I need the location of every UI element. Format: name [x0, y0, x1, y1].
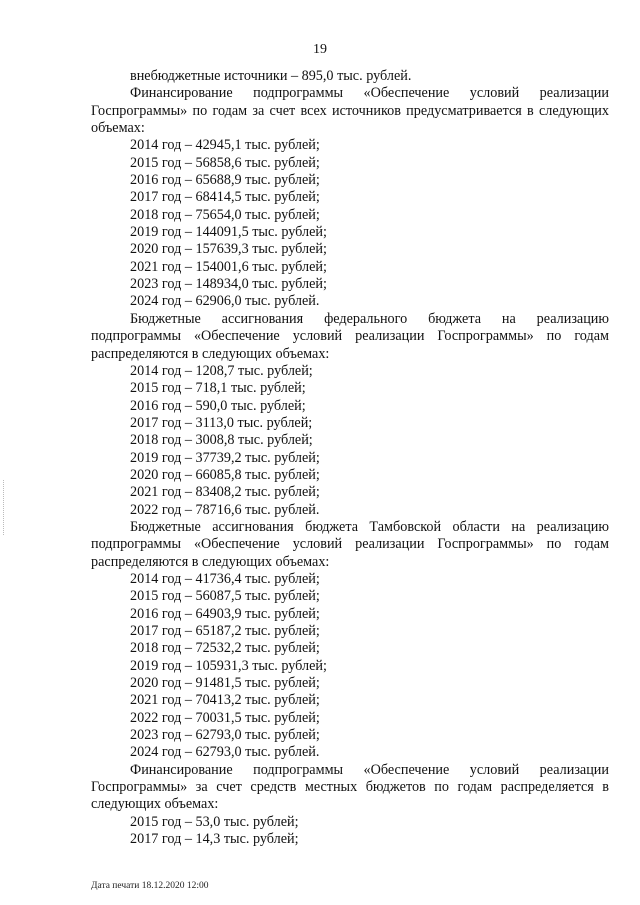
funding-year-item: 2015 год – 53,0 тыс. рублей;: [130, 813, 299, 830]
funding-year-item: 2021 год – 70413,2 тыс. рублей;: [130, 692, 320, 709]
funding-year-item: 2017 год – 65187,2 тыс. рублей;: [130, 623, 320, 639]
funding-year-item: 2023 год – 148934,0 тыс. рублей;: [130, 276, 327, 293]
funding-year-item: 2017 год – 3113,0 тыс. рублей;: [130, 414, 313, 431]
paragraph-local-budgets: Финансирование подпрограммы «Обеспечение условий реализации Госпрограммы» за счет средств местных бюджетов по годам распределяется в следующих объемах:: [91, 761, 609, 813]
funding-year-item: 2021 год – 154001,6 тыс. рублей;: [130, 258, 327, 275]
paragraph-all-sources: Финансирование подпрограммы «Обеспечение условий реализации Госпрограммы» по годам за счет всех источников предусматривается в следующих объемах:: [91, 85, 609, 137]
funding-list-all-sources: [91, 137, 609, 310]
funding-year-item: 2014 год – 42945,1 тыс. рублей;: [130, 137, 320, 154]
print-date-footer: Дата печати 18.12.2020 12:00: [91, 881, 209, 891]
funding-year-item: 2015 год – 56858,6 тыс. рублей;: [130, 154, 320, 171]
funding-year-item: 2018 год – 75654,0 тыс. рублей;: [130, 206, 320, 223]
funding-list-local-budgets: [91, 814, 609, 849]
funding-year-item: 2024 год – 62906,0 тыс. рублей.: [130, 293, 320, 310]
funding-year-item: 2020 год – 91481,5 тыс. рублей;: [130, 675, 320, 692]
funding-year-item: 2021 год – 83408,2 тыс. рублей;: [130, 484, 320, 501]
funding-year-item: 2020 год – 66085,8 тыс. рублей;: [130, 466, 320, 483]
funding-year-item: 2024 год – 62793,0 тыс. рублей.: [130, 744, 320, 761]
funding-year-item: 2019 год – 144091,5 тыс. рублей;: [130, 224, 327, 241]
funding-year-item: 2018 год – 3008,8 тыс. рублей;: [130, 432, 313, 449]
funding-year-item: 2019 год – 37739,2 тыс. рублей;: [130, 449, 320, 466]
funding-year-item: 2020 год – 157639,3 тыс. рублей;: [130, 241, 327, 258]
funding-year-item: 2015 год – 718,1 тыс. рублей;: [130, 380, 306, 397]
funding-year-item: 2014 год – 41736,4 тыс. рублей;: [130, 570, 320, 587]
funding-year-item: 2017 год – 68414,5 тыс. рублей;: [130, 189, 320, 206]
funding-year-item: 2019 год – 105931,3 тыс. рублей;: [130, 657, 327, 674]
page-number: 19: [313, 42, 327, 57]
funding-year-item: 2016 год – 64903,9 тыс. рублей;: [130, 605, 320, 622]
funding-year-item: 2015 год – 56087,5 тыс. рублей;: [130, 588, 320, 605]
paragraph-federal-budget: Бюджетные ассигнования федерального бюджета на реализацию подпрограммы «Обеспечение условий реализации Госпрограммы» по годам распределяются в следующих объемах:: [91, 310, 609, 362]
paragraph-regional-budget: Бюджетные ассигнования бюджета Тамбовской области на реализацию подпрограммы «Обеспечение условий реализации Госпрограммы» по годам распределяются в следующих объемах:: [91, 518, 609, 570]
funding-year-item: 2016 год – 590,0 тыс. рублей;: [130, 397, 306, 414]
document-body: [91, 68, 609, 848]
funding-year-item: 2018 год – 72532,2 тыс. рублей;: [130, 640, 320, 657]
funding-list-regional-budget: [91, 571, 609, 762]
funding-year-item: 2014 год – 1208,7 тыс. рублей;: [130, 362, 313, 379]
funding-year-item: 2022 год – 70031,5 тыс. рублей;: [130, 709, 320, 726]
funding-year-item: 2022 год – 78716,6 тыс. рублей.: [130, 501, 320, 518]
funding-year-item: 2016 год – 65688,9 тыс. рублей;: [130, 172, 320, 189]
funding-year-item: 2023 год – 62793,0 тыс. рублей;: [130, 727, 320, 744]
intro-line: внебюджетные источники – 895,0 тыс. рублей.: [130, 68, 412, 84]
scan-margin-mark: [3, 480, 6, 535]
funding-year-item: 2017 год – 14,3 тыс. рублей;: [130, 831, 299, 848]
funding-list-federal-budget: [91, 363, 609, 519]
